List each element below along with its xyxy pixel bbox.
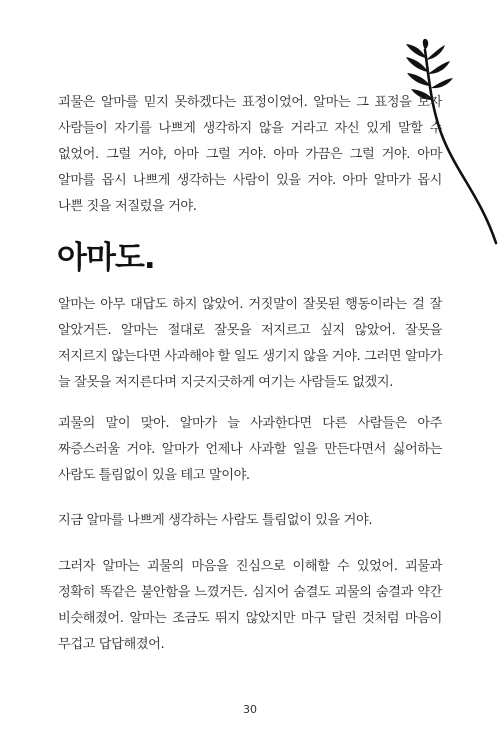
section-heading: 아마도. — [57, 240, 155, 276]
paragraph: 괴물은 알마를 믿지 못하겠다는 표정이었어. 알마는 그 표정을 보자 사람들이 자기를 나쁘게 생각하지 않을 거라고 자신 있게 말할 수 없었어. 그럴 거야, 아마 그럴 거야. 아마 가끔은 그럴 거야. 아마 알마를 몹시 나쁘게 생각하는 사람이 있을 거야. 아마 알마가 몹시 나쁜 짓을 저질렀을 거야. — [58, 95, 442, 214]
paragraph: 그러자 알마는 괴물의 마음을 진심으로 이해할 수 있었어. 괴물과 정확히 똑같은 불안함을 느꼈거든. 심지어 숨결도 괴물의 숨결과 약간 비슷해졌어. 알마는 조금도 뛰지 않았지만 마구 달린 것처럼 마음이 무겁고 답답해졌어. — [58, 559, 442, 652]
paragraph: 지금 알마를 나쁘게 생각하는 사람도 틀림없이 있을 거야. — [58, 513, 373, 528]
page-number: 30 — [243, 703, 257, 716]
paragraph: 알마는 아무 대답도 하지 않았어. 거짓말이 잘못된 행동이라는 걸 잘 알았거든. 알마는 절대로 잘못을 저지르고 싶지 않았어. 잘못을 저지르지 않는다면 사과해야 할 일도 생기지 않을 거야. 그러면 알마가 늘 잘못을 저지른다며 지긋지긋하게 여기는 사람들도 없겠지. — [58, 297, 442, 390]
paragraph: 괴물의 말이 맞아. 알마가 늘 사과한다면 다른 사람들은 아주 짜증스러울 거야. 알마가 언제나 사과할 일을 만든다면서 싫어하는 사람도 틀림없이 있을 테고 말이야. — [58, 416, 442, 483]
